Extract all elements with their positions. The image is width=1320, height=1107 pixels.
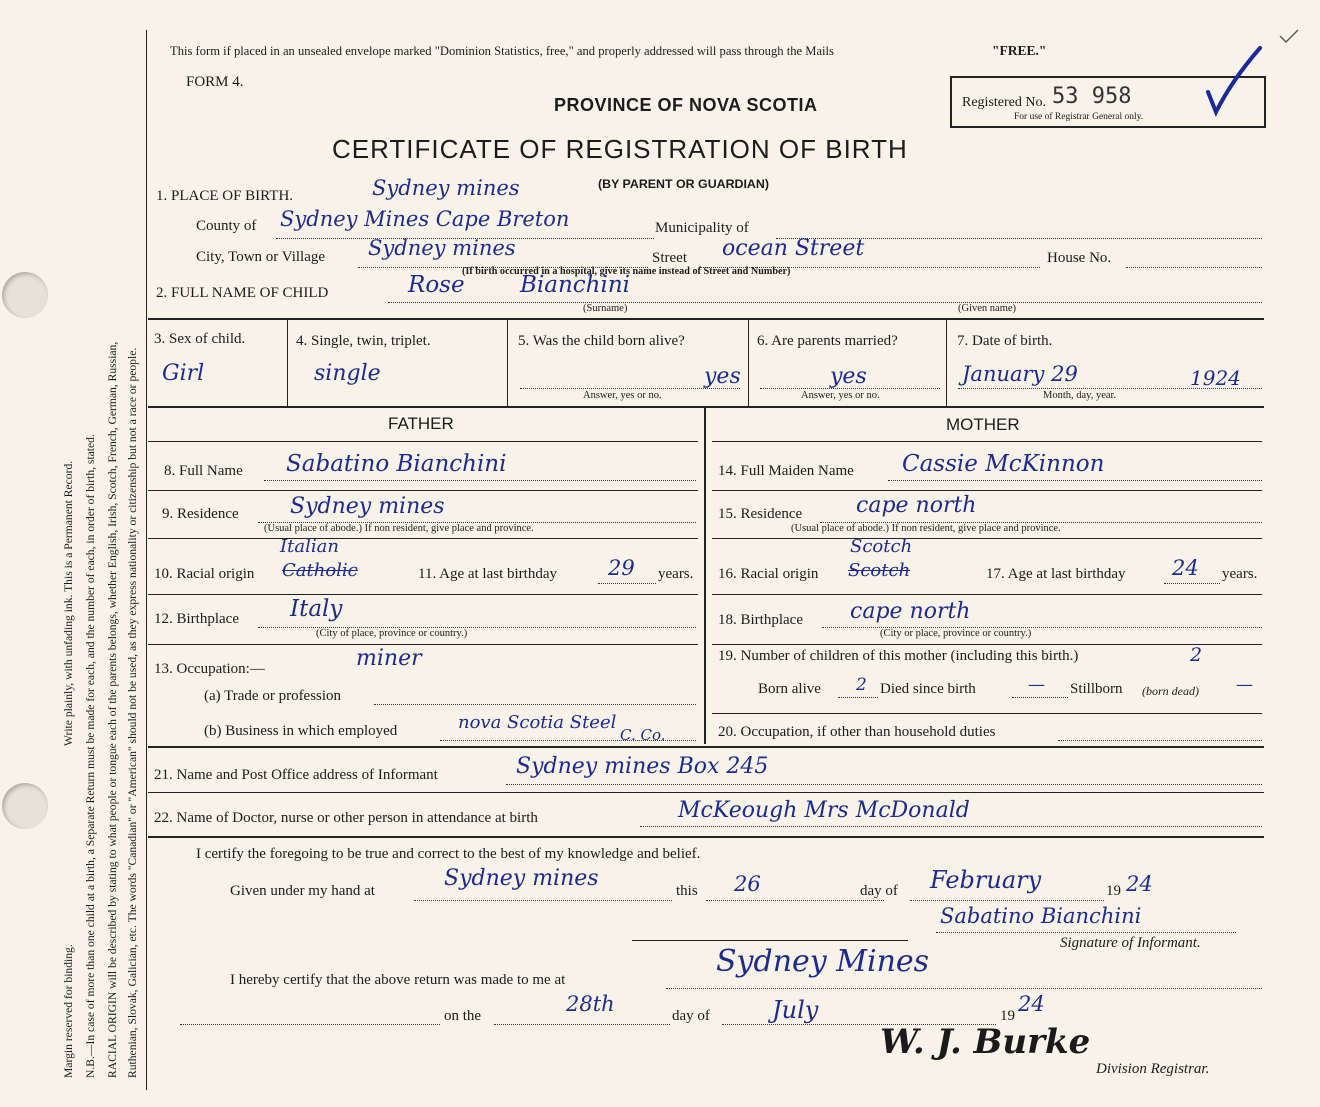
page-title: CERTIFICATE OF REGISTRATION OF BIRTH xyxy=(332,134,908,164)
registrar-note: For use of Registrar General only. xyxy=(1014,112,1144,122)
father-age-label: 11. Age at last birthday xyxy=(418,566,557,582)
parents-married-answer: yes xyxy=(830,364,867,389)
col-rule-a xyxy=(287,320,288,406)
province-title: PROVINCE OF NOVA SCOTIA xyxy=(554,95,818,115)
informant-value: Sydney mines Box 245 xyxy=(516,754,769,779)
answer-note-6: Answer, yes or no. xyxy=(801,390,880,401)
died-label: Died since birth xyxy=(880,681,976,697)
children-count-label: 19. Number of children of this mother (including this birth.) xyxy=(718,648,1079,664)
registered-label: Registered No. xyxy=(962,95,1046,110)
father-birthplace-note: (City of place, province or country.) xyxy=(316,628,468,639)
mother-age-line xyxy=(1164,583,1220,584)
father-birthplace-label: 12. Birthplace xyxy=(154,611,239,627)
mail-notice: This form if placed in an unsealed envelope marked "Dominion Statistics, free," and properly addressed will pass through the Mails xyxy=(170,44,834,58)
on-the-pre-line xyxy=(180,1024,440,1025)
father-residence-label: 9. Residence xyxy=(162,506,239,522)
born-alive-answer: yes xyxy=(704,364,741,389)
on-the-label: on the xyxy=(444,1008,482,1024)
mother-racial-struck: Scotch xyxy=(848,560,911,581)
died-line xyxy=(1012,697,1068,698)
month-value: February xyxy=(930,866,1042,894)
father-age-line xyxy=(598,583,656,584)
registrar-text: I hereby certify that the above return was made to me at xyxy=(230,972,566,988)
mother-name-value: Cassie McKinnon xyxy=(902,451,1105,477)
registrar-month-value: July xyxy=(772,996,819,1024)
father-years-label: years. xyxy=(658,566,694,582)
child-surname-value: Rose xyxy=(408,272,465,298)
attendant-label: 22. Name of Doctor, nurse or other person in attendance at birth xyxy=(154,810,538,826)
born-alive-label: 5. Was the child born alive? xyxy=(518,333,685,349)
reg-day-line xyxy=(494,1024,670,1025)
mother-occupation-line xyxy=(1058,740,1262,741)
signature-label: Signature of Informant. xyxy=(1060,935,1201,951)
county-label: County of xyxy=(196,218,257,234)
father-heading: FATHER xyxy=(388,414,454,433)
mother-years-label: years. xyxy=(1222,566,1258,582)
father-racial-struck: Catholic xyxy=(282,560,358,581)
county-value: Sydney Mines Cape Breton xyxy=(280,207,570,231)
rule-9 xyxy=(148,538,698,539)
father-heading-rule xyxy=(148,441,698,442)
stillborn-note: (born dead) xyxy=(1142,684,1199,698)
mother-racial-label: 16. Racial origin xyxy=(718,566,819,582)
attendant-value: McKeough Mrs McDonald xyxy=(678,798,970,823)
registrar-day-value: 28th xyxy=(566,992,615,1016)
child-name-line xyxy=(388,302,1262,303)
father-racial-label: 10. Racial origin xyxy=(154,566,255,582)
father-name-line xyxy=(264,480,696,481)
day-value: 26 xyxy=(734,872,761,896)
street-label: Street xyxy=(652,250,687,266)
given-place-value: Sydney mines xyxy=(444,866,599,891)
answer-note-5: Answer, yes or no. xyxy=(583,390,662,401)
stillborn-value: — xyxy=(1236,675,1253,695)
born-alive-count-line xyxy=(838,697,878,698)
mother-heading-rule xyxy=(712,441,1262,442)
business-value-2: C. Co. xyxy=(620,726,666,744)
mother-name-line xyxy=(888,480,1262,481)
attendant-line xyxy=(640,826,1262,827)
mother-heading: MOTHER xyxy=(946,415,1020,434)
rule-15 xyxy=(712,538,1262,539)
margin-racial-origin-2: Ruthenian, Slovak, Galician, etc. The words "Canadian" or "American" should not be used, as they express nationality or citizenship but not a race or people. xyxy=(126,347,139,1078)
plurality-label: 4. Single, twin, triplet. xyxy=(296,333,431,349)
mother-residence-note: (Usual place of abode.) If non resident, give place and province. xyxy=(791,523,1061,534)
house-number-label: House No. xyxy=(1047,250,1112,266)
house-number-line xyxy=(1126,267,1262,268)
registrar-year-value: 24 xyxy=(1018,992,1045,1016)
mother-residence-value: cape north xyxy=(856,493,977,518)
mother-age-label: 17. Age at last birthday xyxy=(986,566,1126,582)
father-racial-value: Italian xyxy=(280,536,339,557)
place-of-birth-label: 1. PLACE OF BIRTH. xyxy=(156,188,294,204)
given-name-note: (Given name) xyxy=(958,303,1017,314)
child-name-label: 2. FULL NAME OF CHILD xyxy=(156,285,329,301)
trade-label: (a) Trade or profession xyxy=(204,688,342,704)
year-value: 24 xyxy=(1126,872,1153,896)
margin-reserved: Margin reserved for binding. xyxy=(62,944,75,1078)
rule-18 xyxy=(712,644,1262,645)
died-value: — xyxy=(1028,675,1045,695)
date-of-birth-year: 1924 xyxy=(1190,366,1241,390)
mother-birthplace-value: cape north xyxy=(850,599,971,624)
row-rule-1 xyxy=(148,318,1264,320)
business-label: (b) Business in which employed xyxy=(204,723,398,739)
sex-value: Girl xyxy=(162,361,205,386)
date-of-birth-value: January 29 xyxy=(962,362,1078,386)
father-residence-value: Sydney mines xyxy=(290,494,445,519)
punch-hole-bottom xyxy=(2,783,48,829)
father-name-label: 8. Full Name xyxy=(164,463,243,479)
registrar-label: Division Registrar. xyxy=(1096,1061,1210,1077)
mother-age-value: 24 xyxy=(1172,556,1199,580)
certify-text: I certify the foregoing to be true and correct to the best of my knowledge and belief. xyxy=(196,846,701,862)
children-count-value: 2 xyxy=(1190,644,1203,666)
rule-12 xyxy=(148,644,698,645)
row-rule-5 xyxy=(148,836,1264,838)
form-number: FORM 4. xyxy=(186,74,244,90)
col-rule-d xyxy=(946,320,947,406)
mother-name-label: 14. Full Maiden Name xyxy=(718,463,854,479)
pencil-check-mark xyxy=(1278,28,1302,48)
city-value: Sydney mines xyxy=(368,236,516,260)
margin-rule xyxy=(146,30,147,1090)
born-alive-count-value: 2 xyxy=(856,675,867,695)
mother-birthplace-label: 18. Birthplace xyxy=(718,612,803,628)
registrar-place-line xyxy=(666,988,1262,989)
surname-note: (Surname) xyxy=(583,303,628,314)
mother-racial-value: Scotch xyxy=(850,536,913,557)
col-rule-c xyxy=(748,320,749,406)
rule-8 xyxy=(148,490,698,491)
registrar-day-of-label: day of xyxy=(672,1008,710,1024)
plurality-value: single xyxy=(314,361,381,386)
father-residence-note: (Usual place of abode.) If non resident, give place and province. xyxy=(264,523,534,534)
informant-signature: Sabatino Bianchini xyxy=(940,904,1142,928)
business-value: nova Scotia Steel xyxy=(458,712,617,733)
given-label: Given under my hand at xyxy=(230,883,375,899)
occupation-label: 13. Occupation:— xyxy=(154,661,265,677)
street-value: ocean Street xyxy=(722,236,865,261)
date-note: Month, day, year. xyxy=(1043,390,1117,401)
registrar-signature: W. J. Burke xyxy=(880,1022,1091,1062)
father-name-value: Sabatino Bianchini xyxy=(286,451,507,477)
col-rule-b xyxy=(507,320,508,406)
municipality-label: Municipality of xyxy=(655,220,749,236)
signature-line xyxy=(936,932,1236,933)
mother-occupation-label: 20. Occupation, if other than household duties xyxy=(718,724,996,740)
year-prefix: 19 xyxy=(1106,883,1121,899)
punch-hole-top xyxy=(2,272,48,318)
parents-married-label: 6. Are parents married? xyxy=(757,333,898,349)
margin-racial-origin-1: RACIAL ORIGIN will be described by stating to what people or tongue each of the parents belongs, whether English, Irish, Scotch, French, German, Russian, xyxy=(106,341,119,1078)
month-line xyxy=(910,900,1104,901)
day-line xyxy=(706,900,884,901)
informant-line xyxy=(506,784,1262,785)
rule-16 xyxy=(712,594,1262,595)
day-of-label: day of xyxy=(860,883,898,899)
mother-residence-label: 15. Residence xyxy=(718,506,803,522)
this-label: this xyxy=(676,883,698,899)
date-of-birth-label: 7. Date of birth. xyxy=(957,333,1053,349)
registrar-rule xyxy=(632,940,908,941)
hospital-note: (If birth occurred in a hospital, give its name instead of Street and Number) xyxy=(462,266,791,277)
occupation-value: miner xyxy=(356,646,422,671)
born-alive-count-label: Born alive xyxy=(758,681,821,697)
trade-line xyxy=(374,704,696,705)
informant-label: 21. Name and Post Office address of Informant xyxy=(154,767,438,783)
given-place-line xyxy=(414,900,672,901)
rule-14 xyxy=(712,490,1262,491)
rule-19 xyxy=(712,713,1262,714)
row-rule-4 xyxy=(148,792,1264,793)
registrar-place-value: Sydney Mines xyxy=(716,944,930,979)
mother-birthplace-note: (City or place, province or country.) xyxy=(880,628,1032,639)
page-subtitle: (BY PARENT OR GUARDIAN) xyxy=(598,177,769,191)
father-age-value: 29 xyxy=(608,556,635,580)
registered-number: 53 958 xyxy=(1052,84,1132,109)
child-given-value: Bianchini xyxy=(520,272,631,298)
rule-10 xyxy=(148,594,698,595)
blue-check-mark xyxy=(1198,40,1278,120)
row-rule-3 xyxy=(148,746,1264,748)
father-birthplace-value: Italy xyxy=(290,596,343,622)
row-rule-2 xyxy=(148,406,1264,408)
mail-notice-free: "FREE." xyxy=(992,43,1047,58)
city-label: City, Town or Village xyxy=(196,249,326,265)
margin-nb: N.B.—In case of more than one child at a birth, a Separate Return must be made for each, and the number of each, in order of birth, stated. xyxy=(84,434,97,1078)
registrar-year-prefix: 19 xyxy=(1000,1008,1015,1024)
sex-label: 3. Sex of child. xyxy=(154,331,246,347)
margin-write-plainly: Write plainly, with unfading ink. This is a Permanent Record. xyxy=(62,460,75,746)
place-of-birth-value: Sydney mines xyxy=(372,176,520,200)
center-rule xyxy=(704,408,706,744)
stillborn-label: Stillborn xyxy=(1070,681,1123,697)
